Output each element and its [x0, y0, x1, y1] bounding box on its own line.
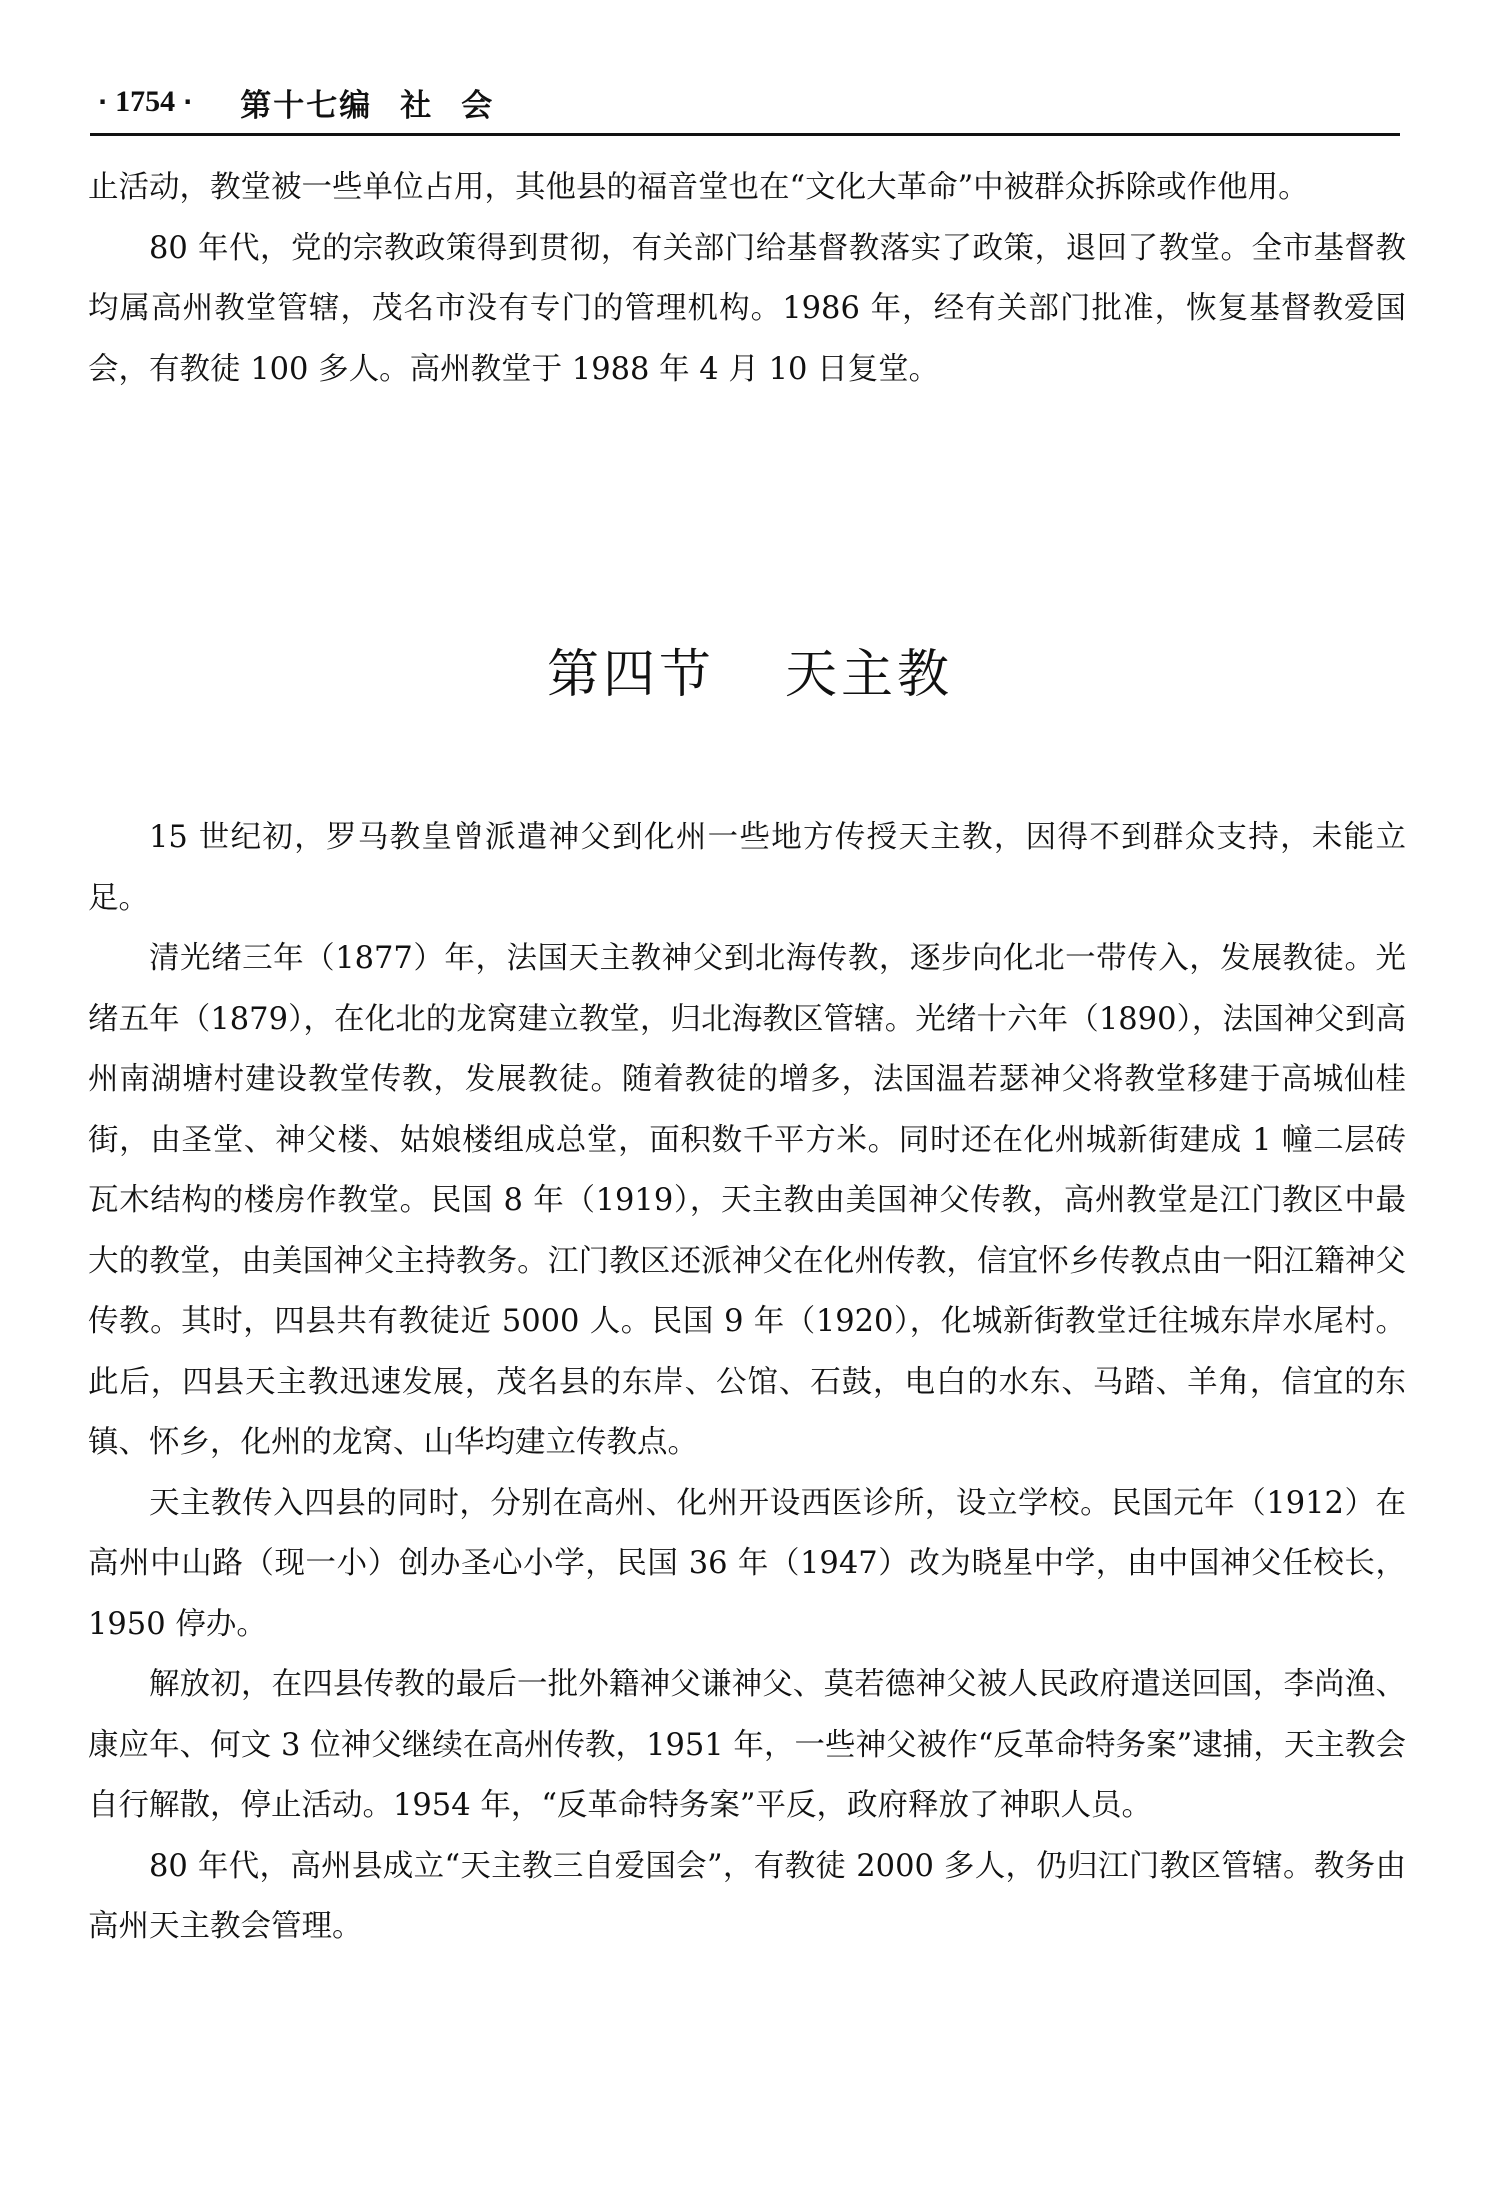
continued-text [88, 158, 1406, 400]
header-rule [90, 133, 1400, 136]
page-number-dot-right: · [183, 88, 193, 116]
section-title: 天主教 [785, 645, 954, 705]
section-heading [0, 640, 1500, 710]
paragraph: 天主教传入四县的同时，分别在高州、化州开设西医诊所，设立学校。民国元年（1912）在高州中山路（现一小）创办圣心小学，民国 36 年（1947）改为晓星中学，由中国神父任校长，1950 停办。 [88, 1485, 1406, 1642]
paragraph: 80 年代，高州县成立“天主教三自爱国会”，有教徒 2000 多人，仍归江门教区管辖。教务由高州天主教会管理。 [88, 1848, 1406, 1944]
paragraph: 15 世纪初，罗马教皇曾派遣神父到化州一些地方传授天主教，因得不到群众支持，未能立足。 [88, 820, 1406, 916]
paragraph: 止活动，教堂被一些单位占用，其他县的福音堂也在“文化大革命”中被群众拆除或作他用。 [88, 170, 1309, 205]
paragraph: 80 年代，党的宗教政策得到贯彻，有关部门给基督教落实了政策，退回了教堂。全市基督教均属高州教堂管辖，茂名市没有专门的管理机构。1986 年，经有关部门批准，恢复基督教爱国会，有教徒 100 多人。高州教堂于 1988 年 4 月 10 日复堂。 [88, 230, 1406, 387]
part-subject: 社会 [400, 87, 523, 124]
paragraph: 清光绪三年（1877）年，法国天主教神父到北海传教，逐步向化北一带传入，发展教徒。光绪五年（1879），在化北的龙窝建立教堂，归北海教区管辖。光绪十六年（1890），法国神父到高州南湖塘村建设教堂传教，发展教徒。随着教徒的增多，法国温若瑟神父将教堂移建于高城仙桂街，由圣堂、神父楼、姑娘楼组成总堂，面积数千平方米。同时还在化州城新街建成 1 幢二层砖瓦木结构的楼房作教堂。民国 8 年（1919），天主教由美国神父传教，高州教堂是江门教区中最大的教堂，由美国神父主持教务。江门教区还派神父在化州传教，信宜怀乡传教点由一阳江籍神父传教。其时，四县共有教徒近 5000 人。民国 9 年（1920），化城新街教堂迁往城东岸水尾村。此后，四县天主教迅速发展，茂名县的东岸、公馆、石鼓，电白的水东、马踏、羊角，信宜的东镇、怀乡，化州的龙窝、山华均建立传教点。 [88, 941, 1406, 1460]
section-body [88, 808, 1406, 1958]
paragraph: 解放初，在四县传教的最后一批外籍神父谦神父、莫若德神父被人民政府遣送回国，李尚渔、康应年、何文 3 位神父继续在高州传教，1951 年，一些神父被作“反革命特务案”逮捕，天主教会自行解散，停止活动。1954 年，“反革命特务案”平反，政府释放了神职人员。 [88, 1667, 1406, 1823]
section-number: 第四节 [546, 645, 715, 705]
page-number-dot-left: · [98, 88, 108, 116]
running-head [90, 82, 1400, 122]
page-number: 1754 [115, 85, 176, 118]
part-title: 第十七编 [240, 87, 373, 124]
